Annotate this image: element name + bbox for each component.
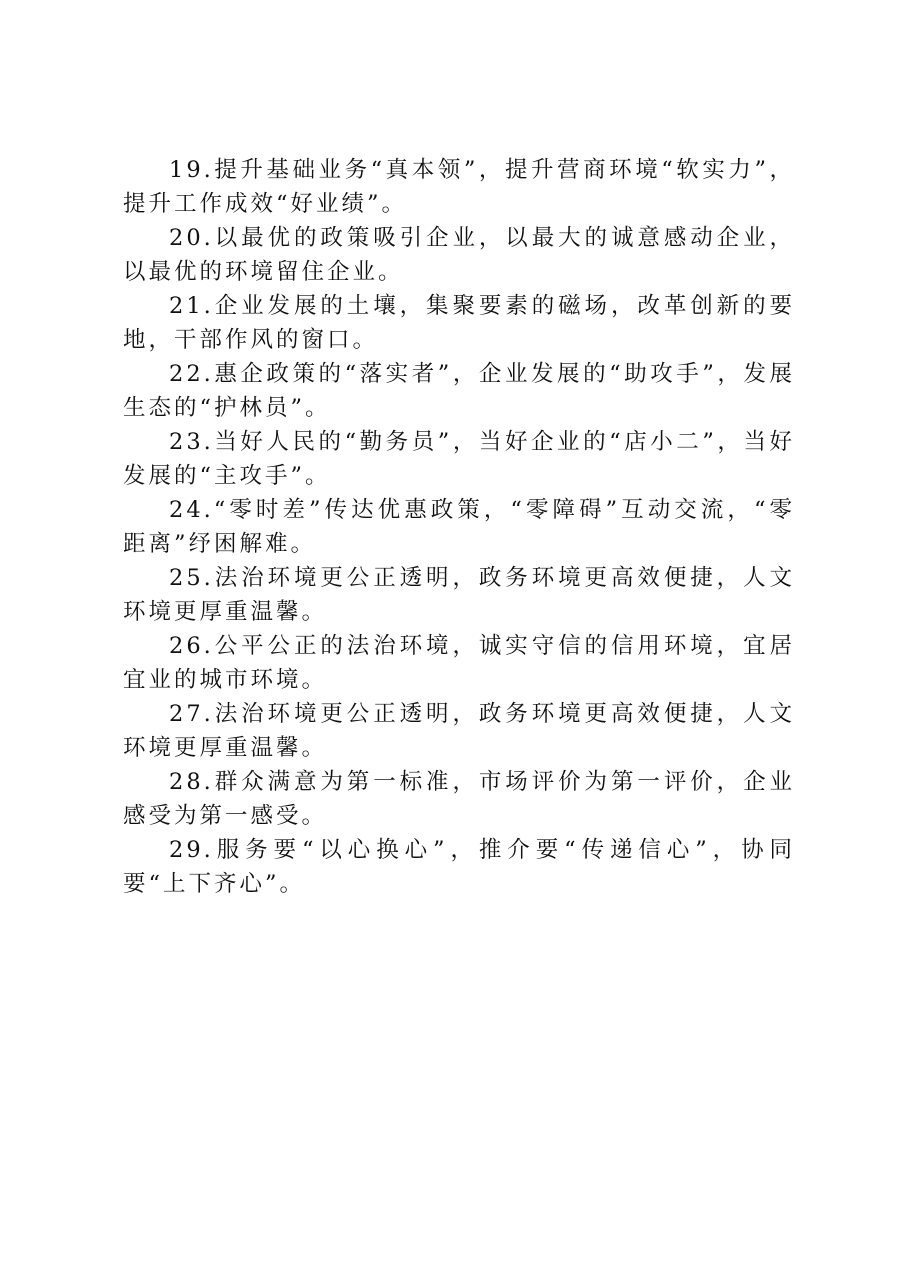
paragraph-27: 27.法治环境更公正透明，政务环境更高效便捷，人文环境更厚重温馨。: [123, 701, 795, 761]
paragraph-28: 28.群众满意为第一标准，市场评价为第一评价，企业感受为第一感受。: [123, 769, 795, 829]
paragraph-24: 24.“零时差”传达优惠政策，“零障碍”互动交流，“零距离”纾困解难。: [123, 497, 795, 557]
paragraph-22: 22.惠企政策的“落实者”，企业发展的“助攻手”，发展生态的“护林员”。: [123, 361, 795, 421]
paragraph-26: 26.公平公正的法治环境，诚实守信的信用环境，宜居宜业的城市环境。: [123, 633, 795, 693]
paragraph-29: 29.服务要“以心换心”，推介要“传递信心”，协同要“上下齐心”。: [123, 837, 795, 897]
paragraph-20: 20.以最优的政策吸引企业，以最大的诚意感动企业，以最优的环境留住企业。: [123, 225, 795, 285]
paragraph-19: 19.提升基础业务“真本领”，提升营商环境“软实力”，提升工作成效“好业绩”。: [123, 157, 795, 217]
paragraph-23: 23.当好人民的“勤务员”，当好企业的“店小二”，当好发展的“主攻手”。: [123, 429, 795, 489]
paragraph-25: 25.法治环境更公正透明，政务环境更高效便捷，人文环境更厚重温馨。: [123, 565, 795, 625]
paragraph-21: 21.企业发展的土壤，集聚要素的磁场，改革创新的要地，干部作风的窗口。: [123, 293, 795, 353]
document-body: [123, 153, 795, 901]
